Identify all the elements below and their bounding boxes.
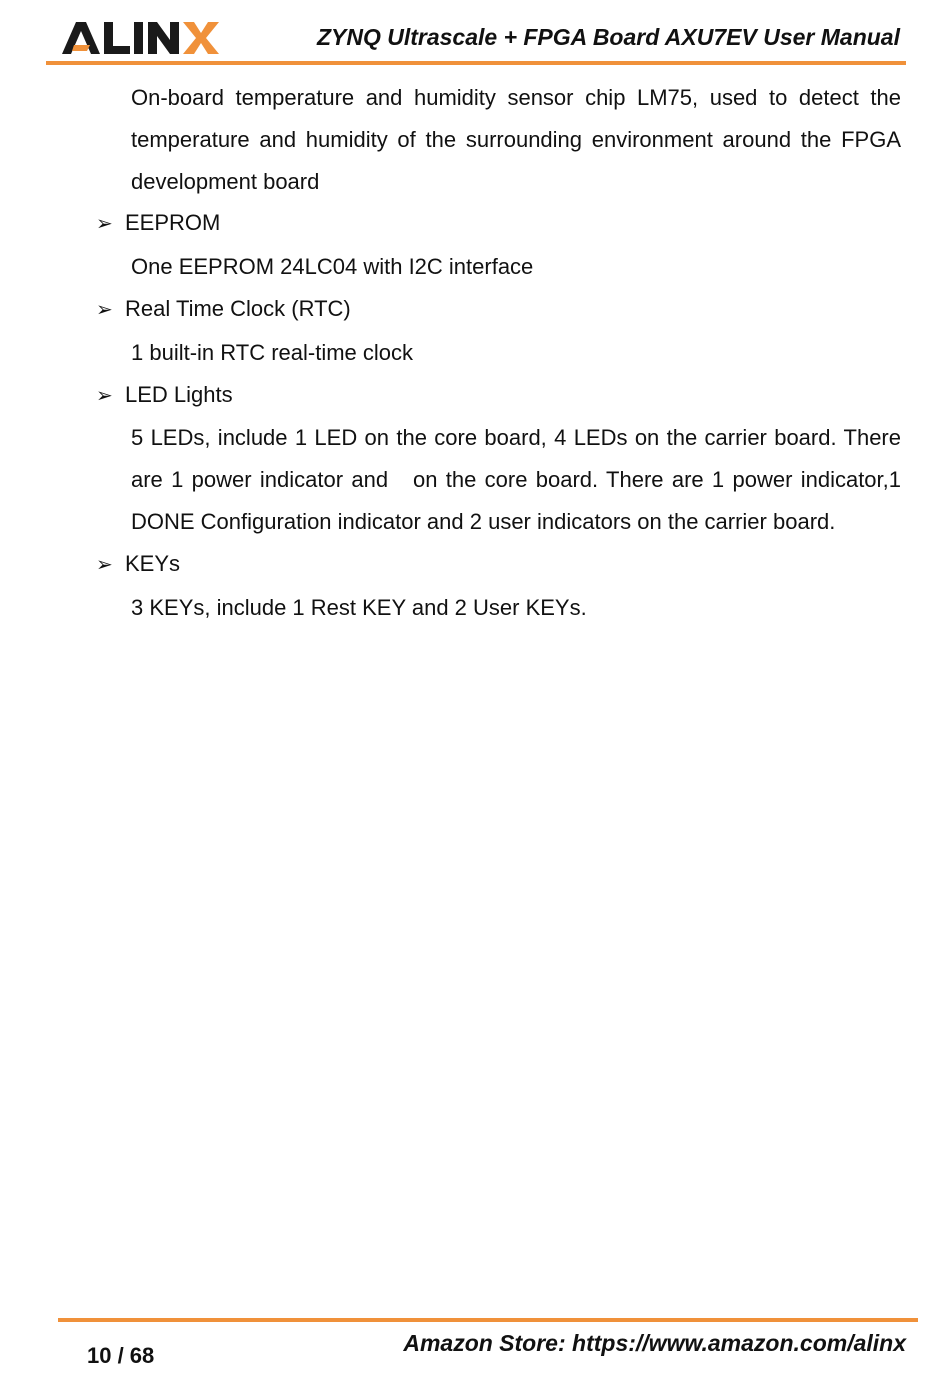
arrowhead-bullet-icon: ➢ [96,553,113,576]
bullet-rtc [96,288,901,332]
arrowhead-bullet-icon: ➢ [96,213,113,236]
bullet-led-lights [96,374,901,418]
bullet-heading: KEYs [125,550,181,576]
bullet-heading: Real Time Clock (RTC) [125,295,351,321]
alinx-logo [60,18,220,58]
store-link: Amazon Store: https://www.amazon.com/alinx [403,1330,906,1356]
bullet-heading: LED Lights [125,381,233,407]
sensor-description: On-board temperature and humidity sensor chip LM75, used to detect the temperature and humidity of the surrounding environment around the FPGA development board [131,85,901,194]
rtc-description: 1 built-in RTC real-time clock [131,339,414,365]
arrowhead-bullet-icon: ➢ [96,384,113,407]
arrowhead-bullet-icon: ➢ [96,298,113,321]
bullet-keys [96,543,901,587]
document-title: ZYNQ Ultrascale + FPGA Board AXU7EV User Manual [316,24,900,50]
bullet-eeprom [96,202,901,246]
page-body [96,77,901,628]
led-description: 5 LEDs, include 1 LED on the core board, 4 LEDs on the carrier board. There are 1 power indicator and on the core board. There are 1 power indicator,1 DONE Configuration indicator and 2 user indicators on the carrier board. [131,425,901,534]
eeprom-description: One EEPROM 24LC04 with I2C interface [131,254,534,280]
header-divider [46,61,906,65]
bullet-heading: EEPROM [125,210,221,236]
page-number: 10 / 68 [87,1343,155,1368]
footer-divider [58,1318,918,1322]
keys-description: 3 KEYs, include 1 Rest KEY and 2 User KEYs. [131,594,587,620]
